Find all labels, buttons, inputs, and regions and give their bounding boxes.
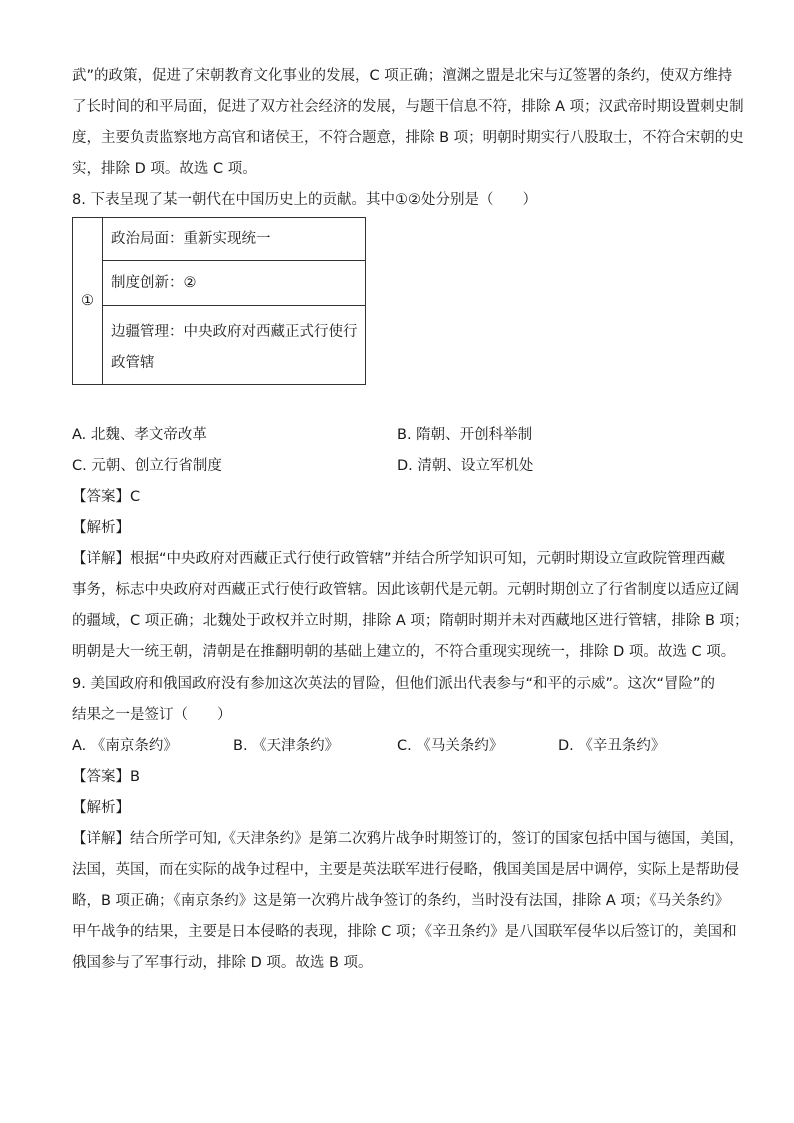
question-8-table [72,217,366,385]
question-9-stem: 结果之一是签订（ ） [72,707,232,723]
text-line: 度，主要负责监察地方高官和诸侯王，不符合题意，排除 B 项；明朝时期实行八股取士，不符合宋朝的史 [72,130,744,146]
option-a: A. 《南京条约》 [72,738,178,754]
table-row-institution: 制度创新：② [103,261,365,306]
option-a: A. 北魏、孝文帝改革 [72,427,207,443]
question-9-stem: 9. 美国政府和俄国政府没有参加这次英法的冒险，但他们派出代表参与“和平的示威”。这次“冒险”的 [72,676,715,692]
text-line: 了长时间的和平局面，促进了双方社会经济的发展，与题干信息不符，排除 A 项；汉武帝时期设置刺史制 [72,99,744,115]
option-c: C. 《马关条约》 [397,738,504,754]
detail-line: 【详解】根据“中央政府对西藏正式行使行政管辖”并结合所学知识可知，元朝时期设立宣政院管理西藏 [72,551,726,567]
answer-label: 【答案】C [72,489,141,505]
detail-line: 事务，标志中央政府对西藏正式行使行政管辖。因此该朝代是元朝。元朝时期创立了行省制度以适应辽阔 [72,582,739,598]
table-lead-cell: ① [73,218,103,384]
text-line: 武”的政策，促进了宋朝教育文化事业的发展，C 项正确；澶渊之盟是北宋与辽签署的条约，使双方维持 [72,68,733,84]
option-c: C. 元朝、创立行省制度 [72,458,222,474]
analysis-label: 【解析】 [72,800,130,816]
detail-line: 略，B 项正确；《南京条约》这是第一次鸦片战争签订的条约，当时没有法国，排除 A 项；《马关条约》 [72,893,730,909]
table-row-politics: 政治局面：重新实现统一 [103,218,365,261]
detail-line: 法国，英国，而在实际的战争过程中，主要是英法联军进行侵略，俄国美国是居中调停，实际上是帮助侵 [72,862,739,878]
question-8-stem: 8. 下表呈现了某一朝代在中国历史上的贡献。其中①②处分别是（ ） [72,192,537,208]
detail-line: 【详解】结合所学可知,《天津条约》是第二次鸦片战争时期签订的，签订的国家包括中国与德国，美国， [72,831,744,847]
answer-label: 【答案】B [72,769,140,785]
detail-line: 明朝是大一统王朝，清朝是在推翻明朝的基础上建立的，不符合重现实现统一，排除 D 项。故选 C 项。 [72,644,736,660]
detail-line: 的疆域，C 项正确；北魏处于政权并立时期，排除 A 项；隋朝时期并未对西藏地区进行管辖，排除 B 项； [72,613,749,629]
detail-line: 俄国参与了军事行动，排除 D 项。故选 B 项。 [72,955,373,971]
text-line: 实，排除 D 项。故选 C 项。 [72,161,257,177]
option-b: B. 隋朝、开创科举制 [397,427,533,443]
option-b: B. 《天津条约》 [233,738,340,754]
option-d: D. 清朝、设立军机处 [397,458,534,474]
table-row-frontier-line2: 政管辖 [111,355,155,371]
option-d: D. 《辛丑条约》 [558,738,666,754]
analysis-label: 【解析】 [72,520,130,536]
detail-line: 甲午战争的结果，主要是日本侵略的表现，排除 C 项；《辛丑条约》是八国联军侵华以后签订的，美国和 [72,924,737,940]
table-row-frontier [103,306,365,384]
table-row-frontier-line1: 边疆管理：中央政府对西藏正式行使行 [111,324,358,340]
